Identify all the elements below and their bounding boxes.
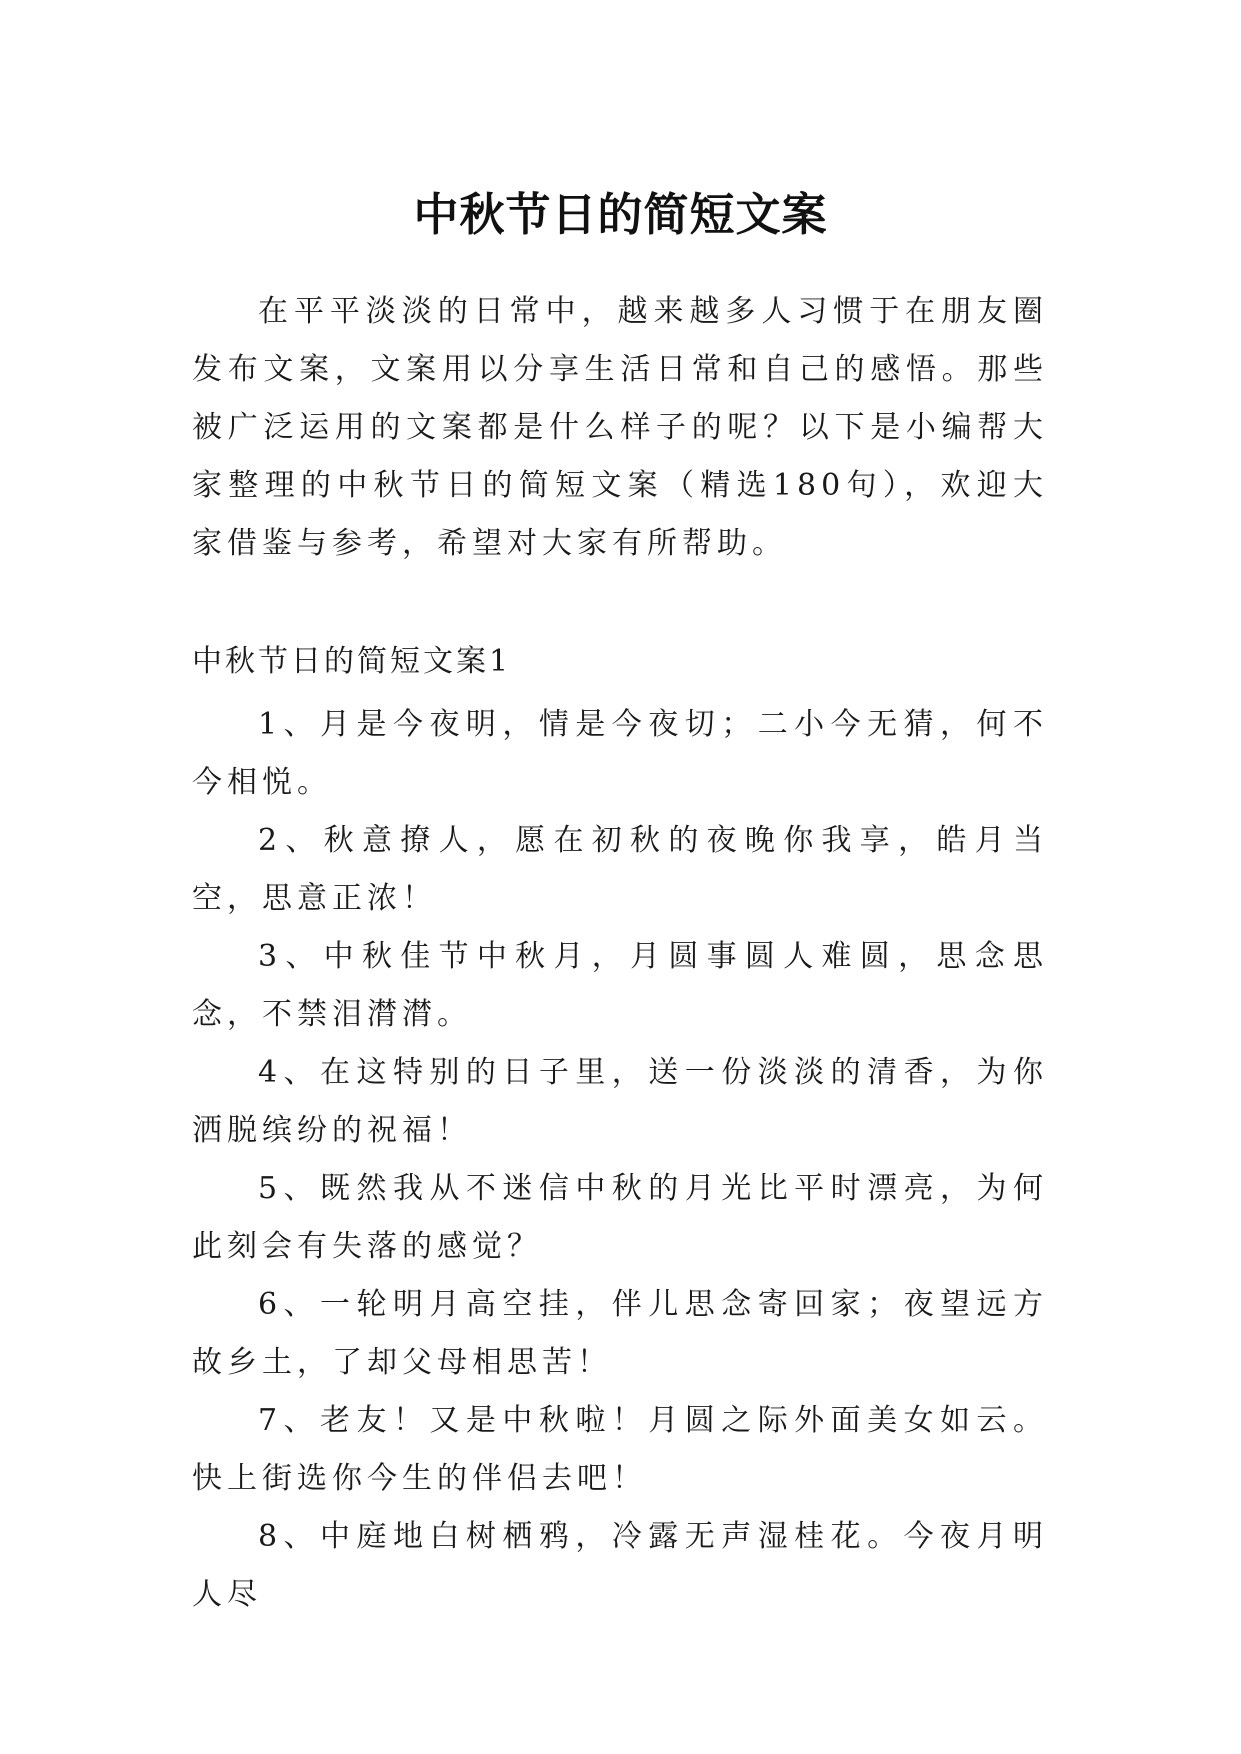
list-item: 4、在这特别的日子里，送一份淡淡的清香，为你洒脱缤纷的祝福！ [192,1055,1048,1148]
list-item: 6、一轮明月高空挂，伴儿思念寄回家；夜望远方故乡土，了却父母相思苦！ [192,1287,1048,1380]
list-item: 2、秋意撩人，愿在初秋的夜晚你我享，皓月当空，思意正浓！ [192,823,1048,916]
document-body [192,283,1048,1624]
intro-paragraph: 在平平淡淡的日常中，越来越多人习惯于在朋友圈发布文案，文案用以分享生活日常和自己的感悟。那些被广泛运用的文案都是什么样子的呢？以下是小编帮大家整理的中秋节日的简短文案（精选180句），欢迎大家借鉴与参考，希望对大家有所帮助。 [192,294,1048,561]
section-heading: 中秋节日的简短文案1 [192,644,512,679]
list-item: 8、中庭地白树栖鸦，冷露无声湿桂花。今夜月明人尽 [192,1519,1048,1612]
list-item: 1、月是今夜明，情是今夜切；二小今无猜，何不今相悦。 [192,707,1048,800]
list-item: 5、既然我从不迷信中秋的月光比平时漂亮，为何此刻会有失落的感觉？ [192,1171,1048,1264]
document-title: 中秋节日的简短文案 [413,188,828,242]
list-item: 3、中秋佳节中秋月，月圆事圆人难圆，思念思念，不禁泪潸潸。 [192,939,1048,1032]
list-item: 7、老友！又是中秋啦！月圆之际外面美女如云。快上街选你今生的伴侣去吧！ [192,1403,1048,1496]
item-list [192,696,1048,1624]
